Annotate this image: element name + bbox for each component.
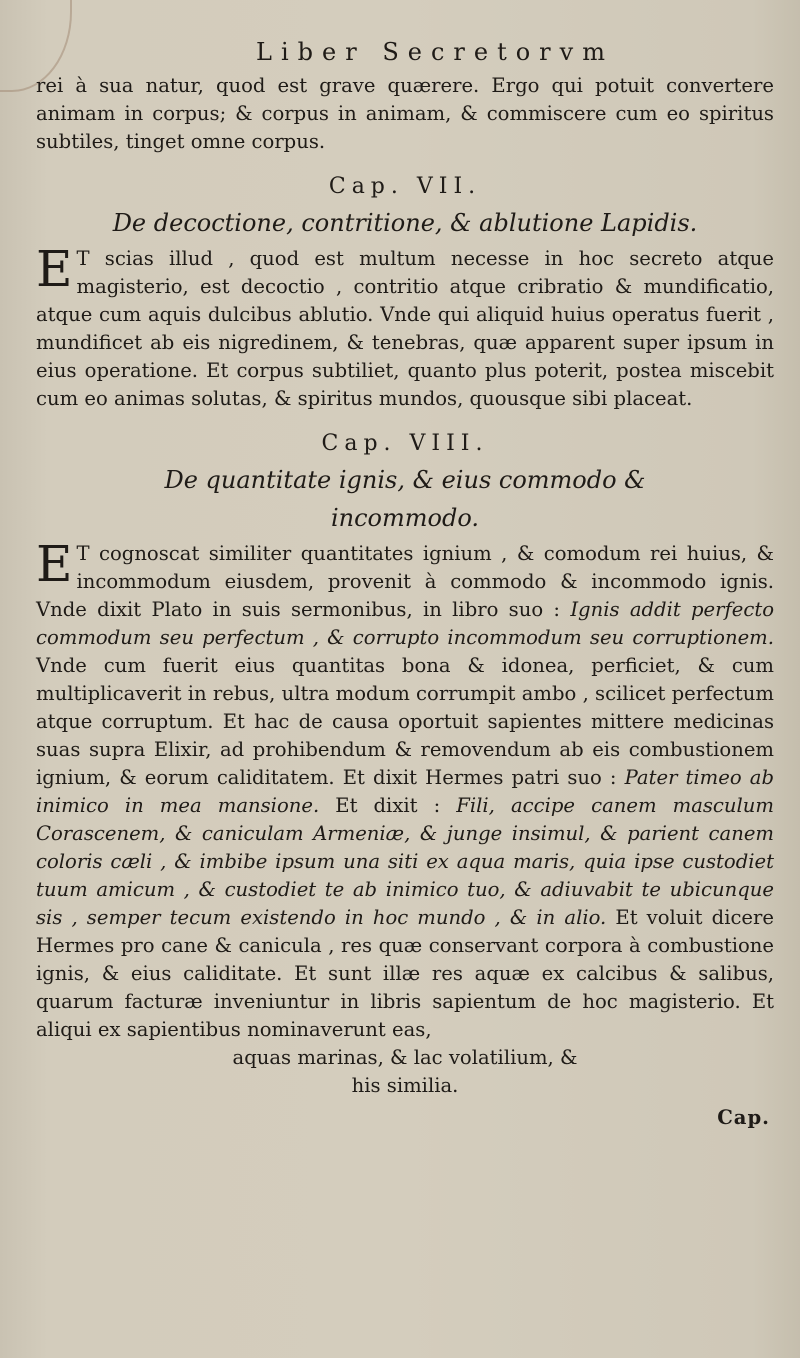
chapter-7-text: T scias illud , quod est multum necesse in hoc secreto atque magisterio, est decoctio , contritio atque cribratio & mundificatio, atque cum aquis dulcibus ablutio. Vnde qui aliquid huius operatus fuerit , mundificet ab eis nigredinem, & tenebras, quæ apparent super ipsum in eius operatione. Et corpus subtiliet, quanto plus poterit, postea miscebit cum eo animas solutas, & spiritus mundos, quousque sibi placeat. xyxy=(36,247,774,410)
chapter-8-initial: E xyxy=(36,535,73,593)
chapter-7-paragraph xyxy=(36,240,774,413)
hermes-quote-1: Pater timeo ab inimico in mea mansione. xyxy=(36,766,774,817)
chapter-8-text-3: Et dixit : xyxy=(319,794,457,817)
chapter-8-text-4: Et voluit dicere Hermes pro cane & canicula , res quæ conservant corpora à combustione ignis, & eius caliditate. Et sunt illæ res aquæ ex calcibus & salibus, quarum facturæ inveniuntur in libris sapientum de hoc magisterio. Et aliqui ex sapientibus nominaverunt eas, xyxy=(36,906,774,1041)
chapter-7-title: De decoctione, contritione, & ablutione Lapidis. xyxy=(112,209,698,237)
chapter-8-paragraph xyxy=(36,535,774,1044)
chapter-8-text-2: Vnde cum fuerit eius quantitas bona & idonea, perficiet, & cum multiplicaverit in rebus, ultra modum corrumpit ambo , scilicet perfectum atque corruptum. Et hac de causa oportuit sapientes mittere medicinas suas supra Elixir, ad prohibendum & removendum ab eis combustionem ignium, & eorum caliditatem. Et dixit Hermes patri suo : xyxy=(36,654,774,789)
chapter-7-label: Cap. VII. xyxy=(328,174,482,199)
opening-paragraph: rei à sua natur, quod est grave quærere. Ergo qui potuit convertere animam in corpus; & corpus in animam, & commiscere cum eo spiritus subtiles, tinget omne corpus. xyxy=(36,74,774,153)
catchword: Cap. xyxy=(717,1106,770,1129)
page-content xyxy=(36,38,774,1129)
chapter-8-title-line1: De quantitate ignis, & eius commodo & xyxy=(164,466,646,494)
chapter-8-text-1: T cognoscat similiter quantitates ignium , & comodum rei huius, & incommodum eiusdem, provenit à commodo & incommodo ignis. Vnde dixit Plato in suis sermonibus, in libro suo : xyxy=(36,542,774,621)
chapter-7-initial: E xyxy=(36,240,73,298)
chapter-8-title-line2: incommodo. xyxy=(330,504,479,532)
running-head: Liber Secretorvm xyxy=(256,38,614,66)
closing-line-1: aquas marinas, & lac volatilium, & xyxy=(232,1046,578,1069)
plato-quote: Ignis addit perfecto commodum seu perfectum , & corrupto incommodum seu corruptionem. xyxy=(36,598,774,649)
closing-line-2: his similia. xyxy=(351,1074,459,1097)
chapter-8-label: Cap. VIII. xyxy=(321,431,489,456)
hermes-quote-2: Fili, accipe canem masculum Corascenem, & caniculam Armeniæ, & junge insimul, & parient canem coloris cæli , & imbibe ipsum una siti ex aqua maris, quia ipse custodiet tuum amicum , & custodiet te ab inimico tuo, & adiuvabit te ubicunque sis , semper tecum existendo in hoc mundo , & in alio. xyxy=(36,794,774,929)
